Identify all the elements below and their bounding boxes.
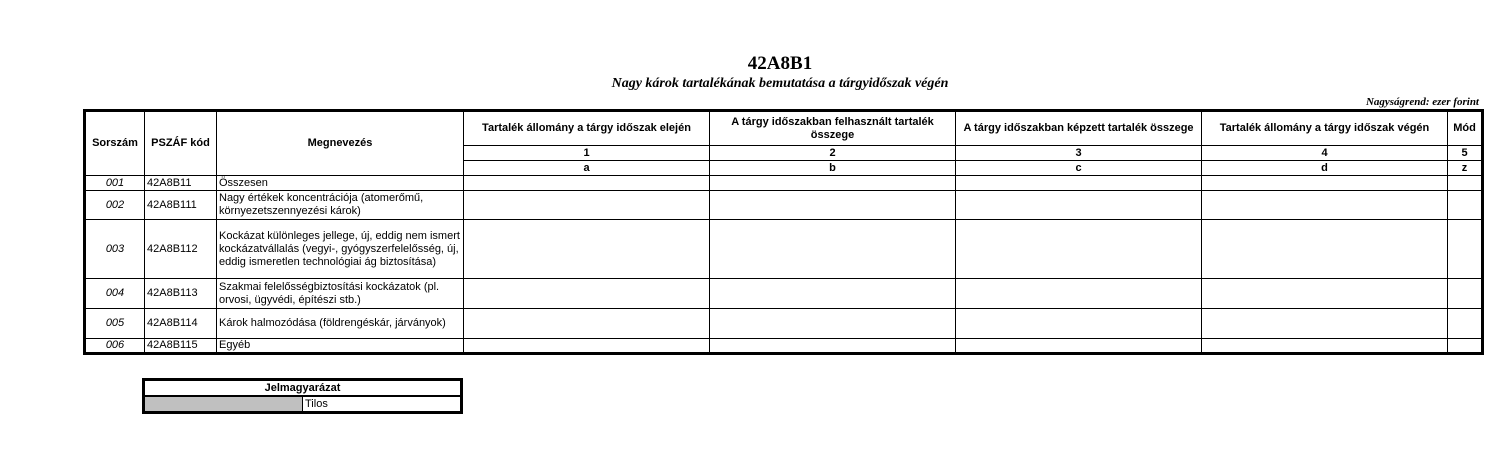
header-row bbox=[85, 111, 1483, 146]
col-number: 3 bbox=[956, 146, 1202, 161]
col-letter: b bbox=[710, 161, 956, 176]
table-row bbox=[85, 339, 1483, 354]
col-header-5: Mód bbox=[1448, 111, 1483, 146]
col-header-4: Tartalék állomány a tárgy időszak végén bbox=[1202, 111, 1448, 146]
value-cell-c[interactable] bbox=[956, 339, 1202, 354]
report-subtitle: Nagy károk tartalékának bemutatása a tárgyidőszak végén bbox=[611, 76, 949, 91]
legend-table bbox=[142, 378, 463, 414]
row-code: 42A8B111 bbox=[145, 191, 217, 220]
value-cell-d[interactable] bbox=[1202, 191, 1448, 220]
value-cell-c[interactable] bbox=[956, 191, 1202, 220]
row-name: Szakmai felelősségbiztosítási kockázatok (pl. orvosi, ügyvédi, építészi stb.) bbox=[217, 279, 464, 309]
col-number: 4 bbox=[1202, 146, 1448, 161]
row-name: Összesen bbox=[217, 176, 464, 191]
value-cell-b[interactable] bbox=[710, 279, 956, 309]
value-cell-a[interactable] bbox=[464, 339, 710, 354]
value-cell-d[interactable] bbox=[1202, 339, 1448, 354]
value-cell-z[interactable] bbox=[1448, 191, 1483, 220]
col-number: 2 bbox=[710, 146, 956, 161]
value-cell-c[interactable] bbox=[956, 309, 1202, 339]
value-cell-b[interactable] bbox=[710, 191, 956, 220]
table-row bbox=[85, 220, 1483, 279]
value-cell-z[interactable] bbox=[1448, 339, 1483, 354]
col-header-2: A tárgy időszakban felhasznált tartalék összege bbox=[710, 111, 956, 146]
value-cell-b[interactable] bbox=[710, 220, 956, 279]
col-number: 1 bbox=[464, 146, 710, 161]
table-row bbox=[85, 309, 1483, 339]
row-code: 42A8B113 bbox=[145, 279, 217, 309]
table-row bbox=[85, 191, 1483, 220]
legend-label-forbidden: Tilos bbox=[303, 396, 462, 413]
col-header-sorszam: Sorszám bbox=[85, 111, 145, 176]
value-cell-d[interactable] bbox=[1202, 279, 1448, 309]
unit-note: Nagyságrend: ezer forint bbox=[1365, 96, 1479, 108]
col-letter: c bbox=[956, 161, 1202, 176]
row-name: Kockázat különleges jellege, új, eddig nem ismert kockázatvállalás (vegyi-, gyógyszerfelelősség, új, eddig ismeretlen technológiai ág biztosítása) bbox=[217, 220, 464, 279]
value-cell-d[interactable] bbox=[1202, 176, 1448, 191]
row-name: Károk halmozódása (földrengéskár, járványok) bbox=[217, 309, 464, 339]
report-code-title: 42A8B1 bbox=[747, 53, 813, 74]
table-row bbox=[85, 176, 1483, 191]
value-cell-z[interactable] bbox=[1448, 176, 1483, 191]
col-header-3: A tárgy időszakban képzett tartalék összege bbox=[956, 111, 1202, 146]
value-cell-z[interactable] bbox=[1448, 309, 1483, 339]
data-table bbox=[83, 109, 1484, 355]
row-code: 42A8B114 bbox=[145, 309, 217, 339]
value-cell-b[interactable] bbox=[710, 339, 956, 354]
row-code: 42A8B112 bbox=[145, 220, 217, 279]
row-number: 001 bbox=[85, 176, 145, 191]
col-header-megnevezes: Megnevezés bbox=[217, 111, 464, 176]
col-number: 5 bbox=[1448, 146, 1483, 161]
col-header-pszaf-kod: PSZÁF kód bbox=[145, 111, 217, 176]
value-cell-c[interactable] bbox=[956, 176, 1202, 191]
value-cell-d[interactable] bbox=[1202, 309, 1448, 339]
value-cell-a[interactable] bbox=[464, 309, 710, 339]
value-cell-a[interactable] bbox=[464, 176, 710, 191]
value-cell-c[interactable] bbox=[956, 279, 1202, 309]
col-letter: z bbox=[1448, 161, 1483, 176]
legend-title: Jelmagyarázat bbox=[144, 380, 462, 397]
row-name: Egyéb bbox=[217, 339, 464, 354]
value-cell-z[interactable] bbox=[1448, 279, 1483, 309]
row-number: 002 bbox=[85, 191, 145, 220]
row-code: 42A8B115 bbox=[145, 339, 217, 354]
value-cell-a[interactable] bbox=[464, 279, 710, 309]
value-cell-b[interactable] bbox=[710, 176, 956, 191]
row-number: 006 bbox=[85, 339, 145, 354]
value-cell-a[interactable] bbox=[464, 191, 710, 220]
row-number: 004 bbox=[85, 279, 145, 309]
row-number: 005 bbox=[85, 309, 145, 339]
col-letter: d bbox=[1202, 161, 1448, 176]
row-number: 003 bbox=[85, 220, 145, 279]
col-letter: a bbox=[464, 161, 710, 176]
table-row bbox=[85, 279, 1483, 309]
row-code: 42A8B11 bbox=[145, 176, 217, 191]
value-cell-d[interactable] bbox=[1202, 220, 1448, 279]
col-header-1: Tartalék állomány a tárgy időszak elején bbox=[464, 111, 710, 146]
value-cell-a[interactable] bbox=[464, 220, 710, 279]
value-cell-c[interactable] bbox=[956, 220, 1202, 279]
value-cell-b[interactable] bbox=[710, 309, 956, 339]
row-name: Nagy értékek koncentrációja (atomerőmű, környezetszennyezési károk) bbox=[217, 191, 464, 220]
value-cell-z[interactable] bbox=[1448, 220, 1483, 279]
legend-swatch-forbidden bbox=[144, 396, 303, 413]
